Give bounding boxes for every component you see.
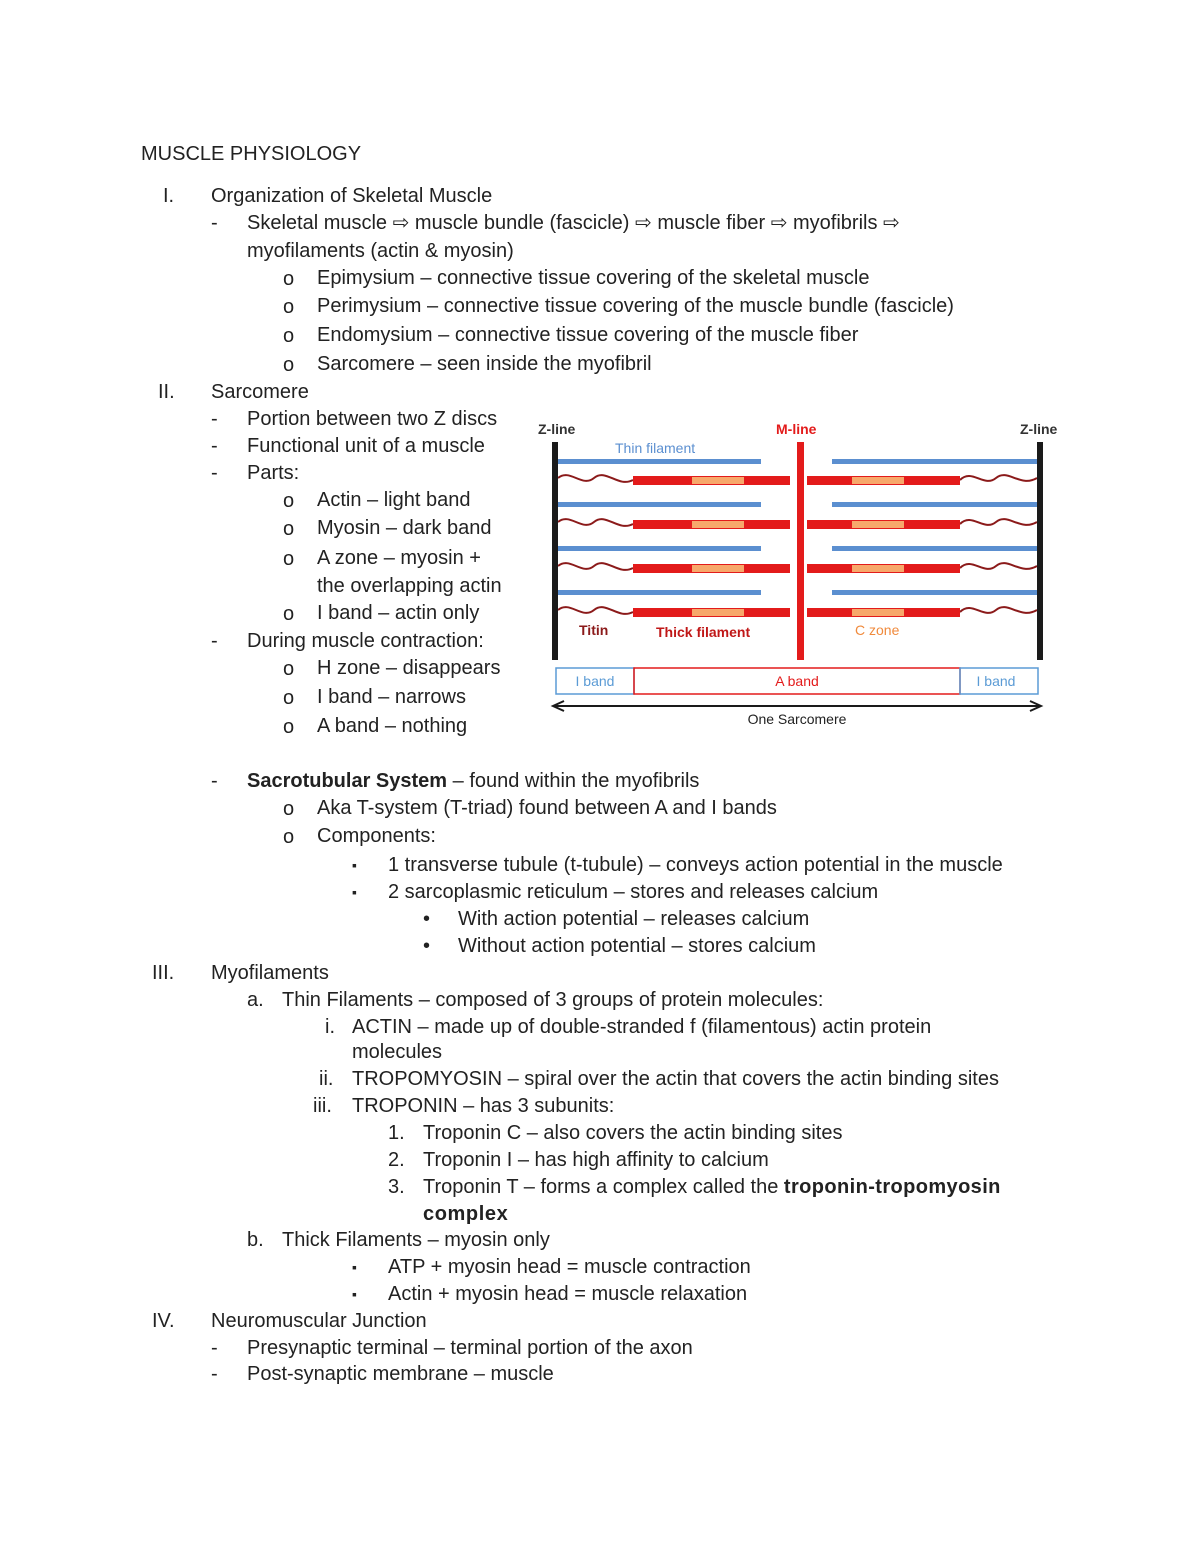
- list-item: H zone – disappears: [317, 657, 501, 679]
- list-item: TROPONIN – has 3 subunits:: [352, 1095, 615, 1117]
- square-bullet: ▪: [352, 1259, 357, 1275]
- list-item: With action potential – releases calcium: [458, 908, 810, 930]
- list-item: Aka T-system (T-triad) found between A and I bands: [317, 797, 777, 819]
- number-marker: 3.: [388, 1176, 405, 1198]
- thin-filament-label: Thin filament: [615, 440, 696, 456]
- roman-marker: i.: [325, 1016, 335, 1038]
- list-item: Components:: [317, 825, 436, 847]
- m-line-label: M-line: [776, 421, 817, 437]
- sarcomere-arrow: [553, 701, 1041, 711]
- troponin-t-text: Troponin T – forms a complex called the: [423, 1176, 784, 1198]
- dot-bullet: •: [423, 908, 431, 930]
- dash-marker: -: [211, 435, 218, 457]
- section-number: III.: [152, 962, 175, 984]
- list-item: A band – nothing: [317, 715, 468, 737]
- a-band-label: A band: [775, 673, 819, 689]
- list-item: Sarcomere – seen inside the myofibril: [317, 353, 652, 375]
- section-number: I.: [163, 185, 175, 207]
- list-item: 1 transverse tubule (t-tubule) – conveys action potential in the muscle: [388, 854, 1003, 876]
- dash-marker: -: [211, 1337, 218, 1359]
- sarcotubular-line: [247, 769, 699, 793]
- bullet-marker: o: [283, 687, 295, 709]
- roman-marker: iii.: [313, 1095, 332, 1117]
- section-heading: Myofilaments: [211, 962, 329, 984]
- bullet-marker: o: [283, 518, 295, 540]
- complex-name: complex: [423, 1203, 509, 1225]
- bullet-marker: o: [283, 325, 295, 347]
- list-item: molecules: [352, 1041, 443, 1063]
- list-item: ACTIN – made up of double-stranded f (filamentous) actin protein: [352, 1016, 932, 1038]
- list-item: I band – actin only: [317, 602, 480, 624]
- bullet-marker: o: [283, 354, 295, 376]
- number-marker: 1.: [388, 1122, 405, 1144]
- hierarchy-line: Skeletal muscle ⇨ muscle bundle (fascicle) ⇨ muscle fiber ⇨ myofibrils ⇨: [247, 212, 900, 234]
- list-item: Myosin – dark band: [317, 517, 492, 539]
- list-item: A zone – myosin +: [317, 547, 481, 569]
- sarcotubular-heading: Sacrotubular System: [247, 770, 448, 792]
- z-line-right-label: Z-line: [1020, 421, 1058, 437]
- bullet-marker: o: [283, 490, 295, 512]
- letter-marker: a.: [247, 989, 264, 1011]
- m-line: [797, 442, 804, 660]
- bullet-marker: o: [283, 798, 295, 820]
- square-bullet: ▪: [352, 1286, 357, 1302]
- section-heading: Sarcomere: [211, 381, 309, 403]
- troponin-t-line: [423, 1175, 1001, 1199]
- bullet-marker: o: [283, 658, 295, 680]
- bullet-marker: o: [283, 826, 295, 848]
- dash-marker: -: [211, 1363, 218, 1385]
- bullet-marker: o: [283, 716, 295, 738]
- sarcomere-diagram: [530, 412, 1060, 732]
- dash-marker: -: [211, 770, 218, 792]
- square-bullet: ▪: [352, 857, 357, 873]
- section-number: II.: [158, 381, 175, 403]
- complex-name: troponin-tropomyosin: [783, 1176, 1001, 1198]
- list-item: 2 sarcoplasmic reticulum – stores and releases calcium: [388, 881, 879, 903]
- list-item: During muscle contraction:: [247, 630, 484, 652]
- list-item: Perimysium – connective tissue covering of the muscle bundle (fascicle): [317, 295, 954, 317]
- section-heading: Neuromuscular Junction: [211, 1310, 427, 1332]
- list-item: Presynaptic terminal – terminal portion of the axon: [247, 1337, 693, 1359]
- section-heading: Organization of Skeletal Muscle: [211, 185, 493, 207]
- list-item: Actin + myosin head = muscle relaxation: [388, 1283, 748, 1305]
- list-item: Thick Filaments – myosin only: [282, 1229, 550, 1251]
- list-item: Troponin C – also covers the actin binding sites: [423, 1122, 843, 1144]
- page-title: MUSCLE PHYSIOLOGY: [141, 143, 362, 165]
- i-band-right-label: I band: [976, 673, 1016, 689]
- i-band-left-label: I band: [575, 673, 615, 689]
- list-item: Functional unit of a muscle: [247, 435, 485, 457]
- dash-marker: -: [211, 462, 218, 484]
- bullet-marker: o: [283, 548, 295, 570]
- list-item: Actin – light band: [317, 489, 471, 511]
- sarcotubular-desc: – found within the myofibrils: [447, 770, 700, 792]
- list-item: the overlapping actin: [317, 575, 502, 597]
- bullet-marker: o: [283, 296, 295, 318]
- dash-marker: -: [211, 408, 218, 430]
- dot-bullet: •: [423, 935, 431, 957]
- list-item: Thin Filaments – composed of 3 groups of protein molecules:: [282, 989, 824, 1011]
- roman-marker: ii.: [319, 1068, 334, 1090]
- dash-marker: -: [211, 630, 218, 652]
- list-item: Troponin I – has high affinity to calcium: [423, 1149, 769, 1171]
- list-item: Post-synaptic membrane – muscle: [247, 1363, 554, 1385]
- bullet-marker: o: [283, 268, 295, 290]
- one-sarcomere-label: One Sarcomere: [747, 711, 847, 727]
- list-item: Portion between two Z discs: [247, 408, 498, 430]
- z-line-left-label: Z-line: [538, 421, 576, 437]
- section-number: IV.: [152, 1310, 175, 1332]
- list-item: Parts:: [247, 462, 300, 484]
- hierarchy-line: myofilaments (actin & myosin): [247, 240, 514, 262]
- list-item: Without action potential – stores calcium: [458, 935, 816, 957]
- bullet-marker: o: [283, 603, 295, 625]
- dash-marker: -: [211, 212, 218, 234]
- titin-label: Titin: [579, 622, 609, 638]
- letter-marker: b.: [247, 1229, 264, 1251]
- list-item: ATP + myosin head = muscle contraction: [388, 1256, 751, 1278]
- c-zone-label: C zone: [855, 622, 900, 638]
- thick-filament-label: Thick filament: [656, 624, 751, 640]
- square-bullet: ▪: [352, 884, 357, 900]
- number-marker: 2.: [388, 1149, 405, 1171]
- list-item: I band – narrows: [317, 686, 466, 708]
- list-item: Endomysium – connective tissue covering of the muscle fiber: [317, 324, 859, 346]
- list-item: TROPOMYOSIN – spiral over the actin that covers the actin binding sites: [352, 1068, 999, 1090]
- list-item: Epimysium – connective tissue covering of the skeletal muscle: [317, 267, 870, 289]
